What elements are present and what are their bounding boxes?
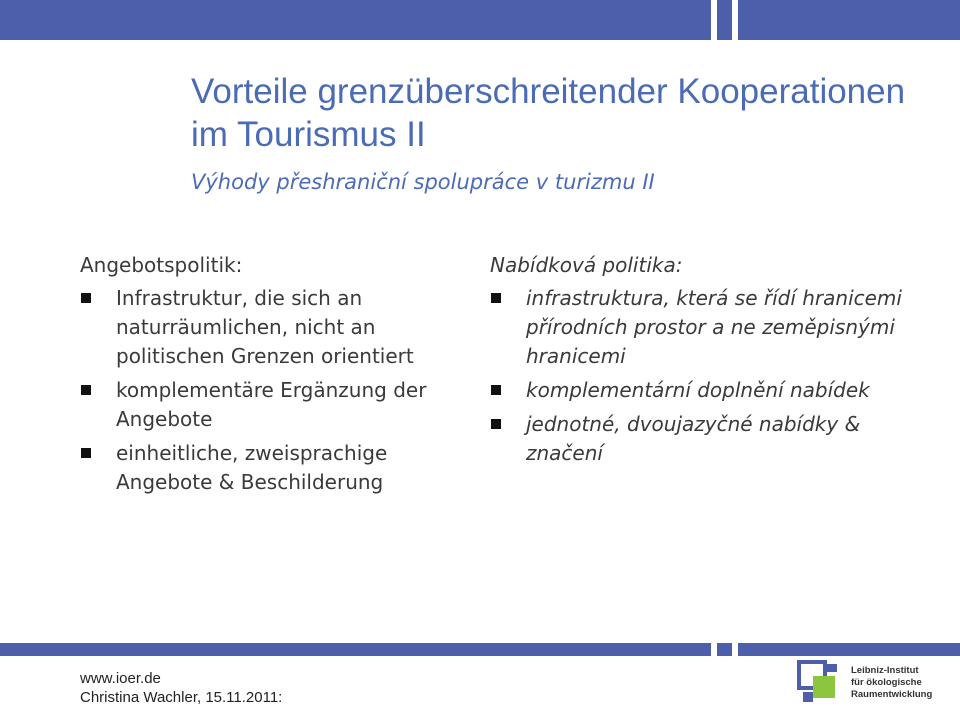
square-bullet-icon (491, 293, 501, 303)
top-bar-segment (738, 0, 960, 40)
square-bullet-icon (491, 419, 501, 429)
footer-url: www.ioer.de (80, 670, 161, 687)
square-bullet-icon (491, 385, 501, 395)
square-bullet-icon (81, 293, 91, 303)
list-item (490, 376, 940, 405)
top-bar-segment (717, 0, 732, 40)
list-item-text: Infrastruktur, die sich an naturräumlichen, nicht an politischen Grenzen orientiert (116, 286, 414, 368)
left-bullet-list (80, 284, 470, 497)
right-bullet-list (490, 284, 940, 468)
ioer-logo-icon (797, 660, 841, 706)
top-bar-segment (0, 0, 711, 40)
bottom-decorative-bar (0, 643, 960, 656)
list-item-text: komplementární doplnění nabídek (526, 378, 870, 402)
list-item (490, 410, 940, 468)
slide-subtitle: Výhody přeshraniční spolupráce v turizmu II (191, 170, 655, 194)
bottom-bar-segment (0, 643, 711, 656)
right-column (490, 250, 940, 473)
logo-wordmark (851, 665, 951, 701)
logo-line: für ökologische (851, 677, 922, 688)
logo-line: Raumentwicklung (851, 689, 933, 700)
square-bullet-icon (81, 385, 91, 395)
list-item (80, 284, 470, 371)
left-column-heading: Angebotspolitik: (80, 253, 243, 277)
list-item (80, 376, 470, 434)
footer-author: Christina Wachler, 15.11.2011: (80, 689, 283, 706)
top-decorative-bar (0, 0, 960, 40)
list-item-text: einheitliche, zweisprachige Angebote & Beschilderung (116, 441, 388, 494)
square-bullet-icon (81, 448, 91, 458)
logo-line: Leibniz-Institut (851, 665, 919, 676)
list-item (490, 284, 940, 371)
slide-title: Vorteile grenzüberschreitender Kooperationen im Tourismus II (191, 72, 906, 154)
right-column-heading: Nabídková politika: (490, 253, 683, 277)
left-column (80, 250, 470, 502)
bottom-bar-segment (738, 643, 960, 656)
list-item (80, 439, 470, 497)
list-item-text: jednotné, dvoujazyčné nabídky & značení (526, 412, 861, 465)
bottom-bar-segment (717, 643, 732, 656)
list-item-text: komplementäre Ergänzung der Angebote (116, 378, 427, 431)
list-item-text: infrastruktura, která se řídí hranicemi přírodních prostor a ne zeměpisnými hranicemi (526, 286, 902, 368)
